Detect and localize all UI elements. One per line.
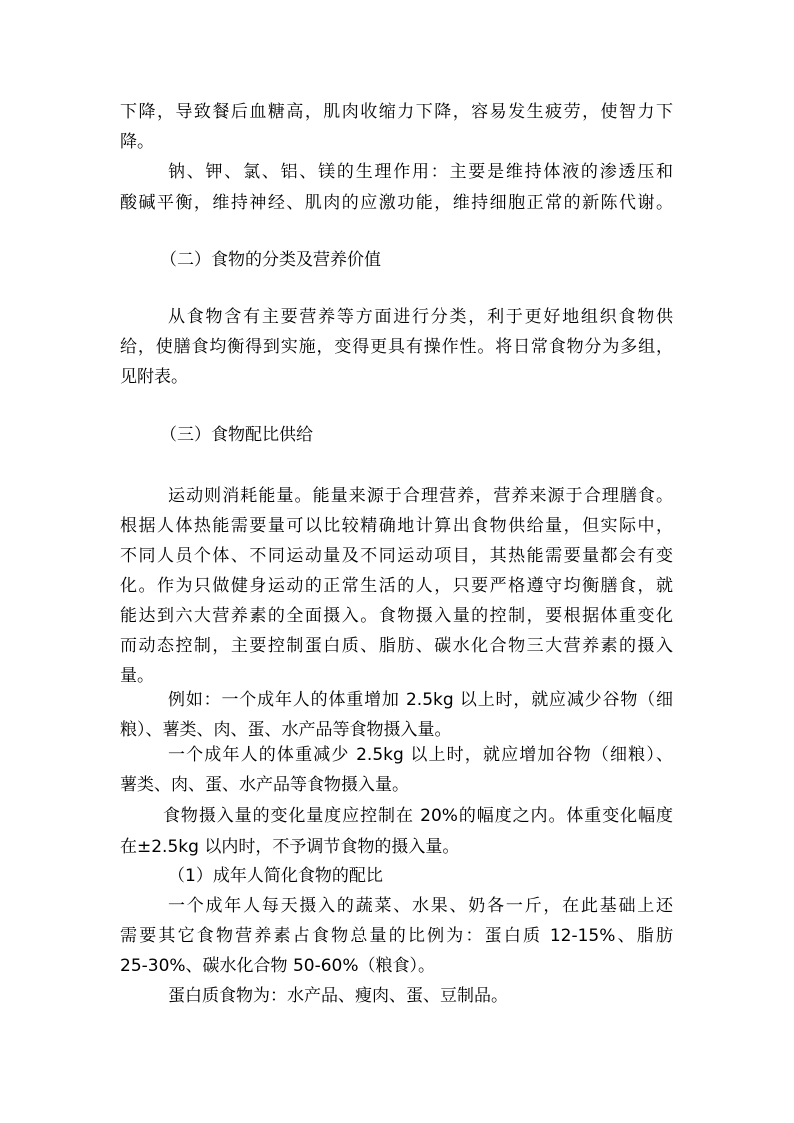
paragraph-line: 酸碱平衡，维持神经、肌肉的应激功能，维持细胞正常的新陈代谢。 bbox=[120, 193, 673, 213]
paragraph-line: 一个成年人每天摄入的蔬菜、水果、奶各一斤，在此基础上还 bbox=[168, 896, 673, 916]
paragraph-line: 需要其它食物营养素占食物总量的比例为：蛋白质 12-15%、脂肪 bbox=[120, 926, 673, 946]
subsection-heading: （1）成年人简化食物的配比 bbox=[168, 866, 383, 886]
paragraph-line: 给，使膳食均衡得到实施，变得更具有操作性。将日常食物分为多组， bbox=[120, 337, 673, 357]
paragraph-line: 从食物含有主要营养等方面进行分类，利于更好地组织食物供 bbox=[168, 307, 673, 327]
paragraph-line: 根据人体热能需要量可以比较精确地计算出食物供给量，但实际中， bbox=[120, 516, 673, 536]
paragraph-line: 蛋白质食物为：水产品、瘦肉、蛋、豆制品。 bbox=[168, 986, 508, 1006]
paragraph-line: 在±2.5kg 以内时，不予调节食物的摄入量。 bbox=[120, 837, 460, 857]
paragraph-line: 粮）、薯类、肉、蛋、水产品等食物摄入量。 bbox=[120, 720, 452, 740]
paragraph-line: 而动态控制，主要控制蛋白质、脂肪、碳水化合物三大营养素的摄入 bbox=[120, 636, 673, 656]
paragraph-line: 25-30%、碳水化合物 50-60%（粮食）。 bbox=[120, 956, 436, 976]
section-heading: （二）食物的分类及营养价值 bbox=[160, 250, 381, 270]
paragraph-line: 化。作为只做健身运动的正常生活的人，只要严格遵守均衡膳食，就 bbox=[120, 576, 673, 596]
paragraph-line: 不同人员个体、不同运动量及不同运动项目，其热能需要量都会有变 bbox=[120, 546, 673, 566]
paragraph-line: 见附表。 bbox=[120, 367, 188, 387]
paragraph-line: 例如：一个成年人的体重增加 2.5kg 以上时，就应减少谷物（细 bbox=[168, 690, 673, 710]
paragraph-line: 能达到六大营养素的全面摄入。食物摄入量的控制，要根据体重变化 bbox=[120, 606, 673, 626]
paragraph-line: 量。 bbox=[120, 666, 154, 686]
paragraph-line: 薯类、肉、蛋、水产品等食物摄入量。 bbox=[120, 775, 409, 795]
paragraph-line: 钠、钾、氯、铝、镁的生理作用：主要是维持体液的渗透压和 bbox=[168, 162, 673, 182]
paragraph-line: 运动则消耗能量。能量来源于合理营养，营养来源于合理膳食。 bbox=[168, 486, 673, 506]
paragraph-line: 下降，导致餐后血糖高，肌肉收缩力下降，容易发生疲劳，使智力下 bbox=[120, 102, 673, 122]
paragraph-line: 食物摄入量的变化量度应控制在 20%的幅度之内。体重变化幅度 bbox=[163, 806, 673, 826]
section-heading: （三）食物配比供给 bbox=[160, 425, 313, 445]
paragraph-line: 降。 bbox=[120, 132, 154, 152]
paragraph-line: 一个成年人的体重减少 2.5kg 以上时，就应增加谷物（细粮）、 bbox=[168, 745, 673, 765]
